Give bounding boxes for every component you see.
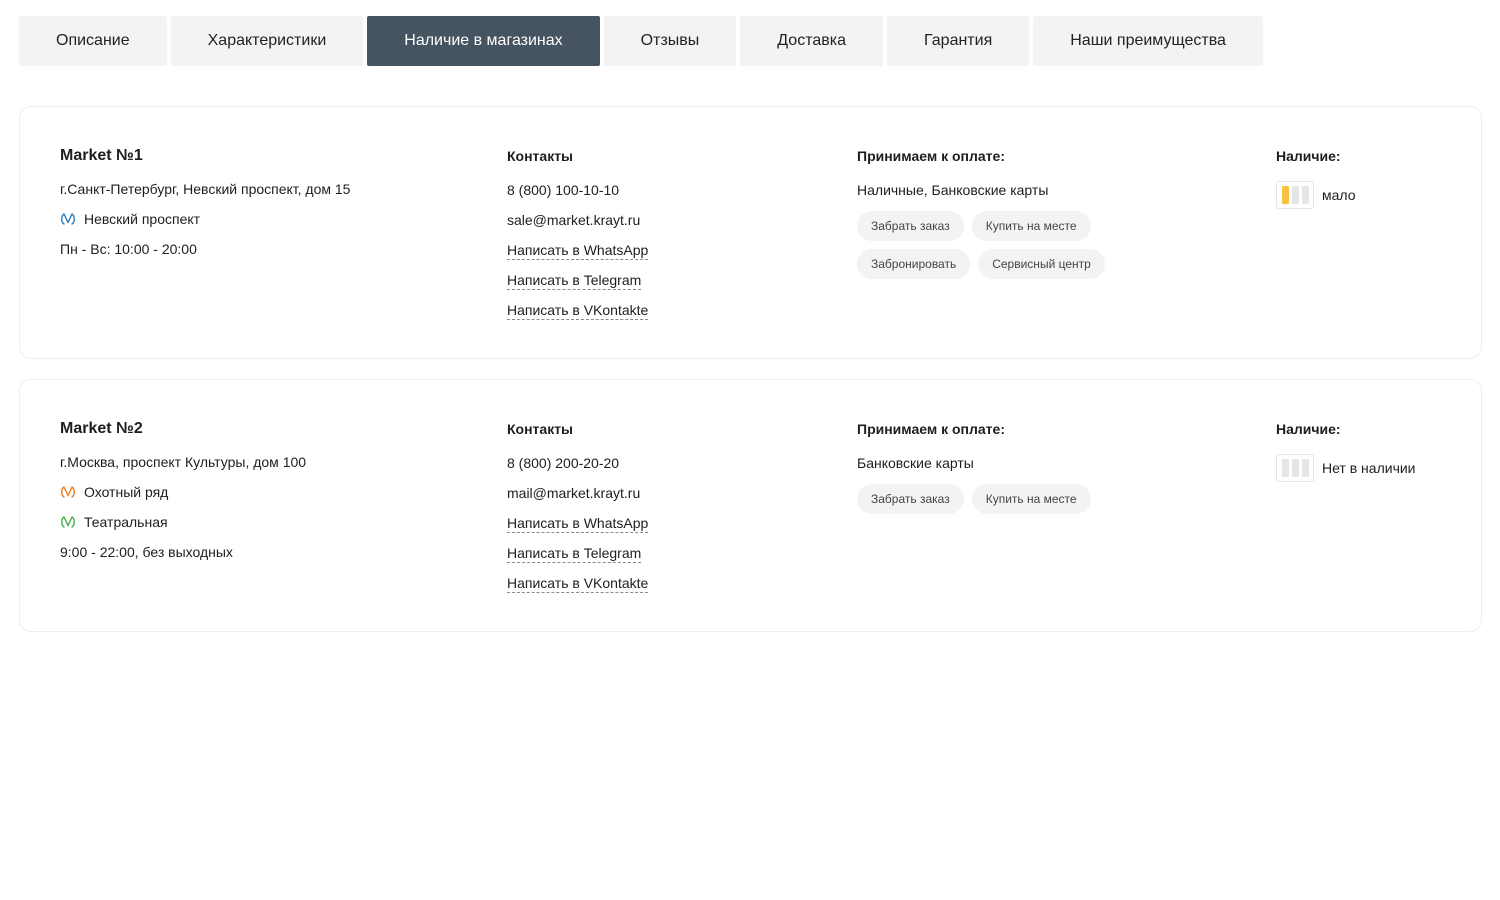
metro-station-name: Охотный ряд [84, 484, 169, 500]
stock-level-icon [1276, 181, 1314, 209]
stock-bar [1302, 186, 1309, 204]
tab-characteristics[interactable]: Характеристики [171, 16, 364, 66]
store-payment [857, 420, 1127, 522]
metro-station [60, 513, 306, 531]
tab-store-availability[interactable]: Наличие в магазинах [367, 16, 599, 66]
whatsapp-link[interactable]: Написать в WhatsApp [507, 515, 649, 531]
stock-bar [1302, 459, 1309, 477]
stock-indicator [1276, 454, 1416, 482]
service-chip[interactable]: Купить на месте [972, 484, 1091, 514]
service-chip[interactable]: Забрать заказ [857, 211, 964, 241]
stock-label: Нет в наличии [1322, 460, 1416, 476]
metro-icon [60, 213, 76, 225]
store-payment [857, 147, 1127, 287]
service-chip[interactable]: Купить на месте [972, 211, 1091, 241]
service-chips [857, 211, 1127, 287]
store-name: Market №1 [60, 147, 143, 164]
store-email[interactable]: mail@market.krayt.ru [507, 485, 641, 501]
tab-bar [19, 16, 1267, 66]
stock-label: мало [1322, 187, 1356, 203]
stock-bar [1292, 459, 1299, 477]
store-phone[interactable]: 8 (800) 100-10-10 [507, 182, 620, 198]
stock-heading: Наличие: [1276, 421, 1341, 437]
service-chip[interactable]: Забронировать [857, 249, 970, 279]
stock-bar [1292, 186, 1299, 204]
metro-station-name: Невский проспект [84, 211, 201, 227]
stock-level-icon [1276, 454, 1314, 482]
service-chip[interactable]: Сервисный центр [978, 249, 1105, 279]
payment-heading: Принимаем к оплате: [857, 421, 1005, 437]
store-hours: Пн - Вс: 10:00 - 20:00 [60, 241, 197, 257]
store-info [60, 419, 306, 573]
vkontakte-link[interactable]: Написать в VKontakte [507, 575, 649, 591]
tab-warranty[interactable]: Гарантия [887, 16, 1029, 66]
store-stock [1276, 420, 1416, 482]
telegram-link[interactable]: Написать в Telegram [507, 545, 642, 561]
tab-reviews[interactable]: Отзывы [604, 16, 737, 66]
store-hours: 9:00 - 22:00, без выходных [60, 544, 233, 560]
metro-icon [60, 486, 76, 498]
stock-bar [1282, 459, 1289, 477]
store-stock [1276, 147, 1356, 209]
tab-advantages[interactable]: Наши преимущества [1033, 16, 1263, 66]
service-chips [857, 484, 1127, 522]
service-chip[interactable]: Забрать заказ [857, 484, 964, 514]
store-name: Market №2 [60, 420, 143, 437]
tab-delivery[interactable]: Доставка [740, 16, 883, 66]
stock-heading: Наличие: [1276, 148, 1341, 164]
telegram-link[interactable]: Написать в Telegram [507, 272, 642, 288]
store-phone[interactable]: 8 (800) 200-20-20 [507, 455, 620, 471]
store-contacts [507, 147, 648, 331]
whatsapp-link[interactable]: Написать в WhatsApp [507, 242, 649, 258]
metro-icon [60, 516, 76, 528]
store-info [60, 146, 350, 270]
payment-methods: Банковские карты [857, 455, 974, 471]
stock-bar [1282, 186, 1289, 204]
store-card [19, 379, 1482, 632]
stock-indicator [1276, 181, 1356, 209]
payment-methods: Наличные, Банковские карты [857, 182, 1049, 198]
vkontakte-link[interactable]: Написать в VKontakte [507, 302, 649, 318]
store-contacts [507, 420, 648, 604]
store-address: г.Санкт-Петербург, Невский проспект, дом 15 [60, 181, 351, 197]
metro-station-name: Театральная [84, 514, 168, 530]
contacts-heading: Контакты [507, 148, 574, 164]
payment-heading: Принимаем к оплате: [857, 148, 1005, 164]
metro-station [60, 210, 350, 228]
tab-description[interactable]: Описание [19, 16, 167, 66]
store-email[interactable]: sale@market.krayt.ru [507, 212, 641, 228]
metro-station [60, 483, 306, 501]
store-card [19, 106, 1482, 359]
store-address: г.Москва, проспект Культуры, дом 100 [60, 454, 307, 470]
contacts-heading: Контакты [507, 421, 574, 437]
